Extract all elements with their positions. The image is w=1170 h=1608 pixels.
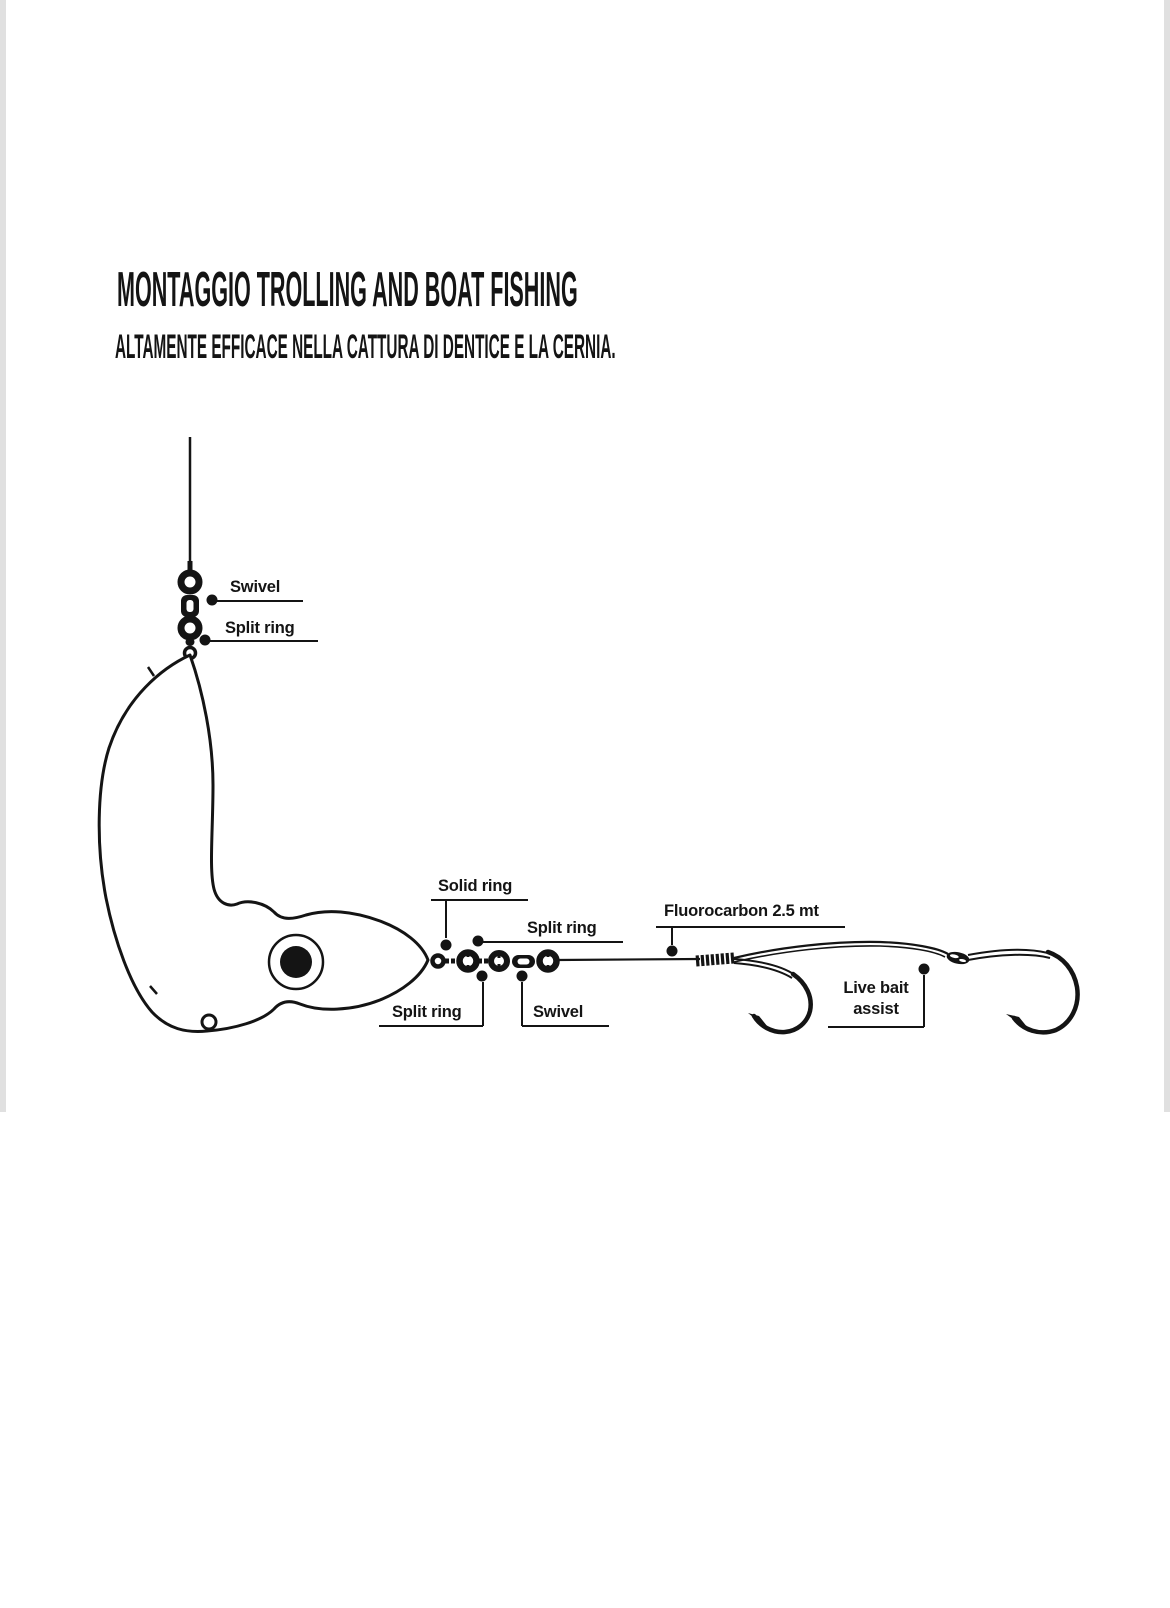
label-split-ring-top: Split ring <box>225 619 295 637</box>
page-title: MONTAGGIO TROLLING AND BOAT FISHING <box>117 263 578 317</box>
lure-body <box>99 655 428 1031</box>
fluorocarbon-line <box>557 959 700 960</box>
page-subtitle: ALTAMENTE EFFICACE NELLA CATTURA DI DENTICE E LA CERNIA. <box>115 328 616 366</box>
label-solid-ring: Solid ring <box>438 877 513 895</box>
top-swivel-icon <box>181 561 199 646</box>
label-split-ring-bottom: Split ring <box>392 1003 462 1021</box>
label-fluorocarbon: Fluorocarbon 2.5 mt <box>664 902 819 920</box>
assist-knot-icon <box>946 950 971 966</box>
label-swivel-bottom: Swivel <box>533 1003 584 1021</box>
lure-nick-top <box>148 667 154 676</box>
snell-wrap-coil <box>696 958 734 961</box>
lure-pupil <box>280 946 312 978</box>
label-live-bait-line2: assist <box>853 1000 899 1019</box>
label-live-bait-line1: Live bait <box>843 979 909 997</box>
lure-belly-ring <box>202 1015 216 1029</box>
hardware-chain <box>433 952 557 970</box>
hook-1-icon <box>734 959 811 1032</box>
label-swivel-top: Swivel <box>230 578 281 596</box>
assist-cord-2 <box>734 946 945 962</box>
solid-ring-icon <box>433 956 444 967</box>
label-split-ring-mid: Split ring <box>527 919 597 937</box>
label-live-bait-assist <box>822 978 930 1021</box>
hook-2-icon <box>968 950 1078 1033</box>
